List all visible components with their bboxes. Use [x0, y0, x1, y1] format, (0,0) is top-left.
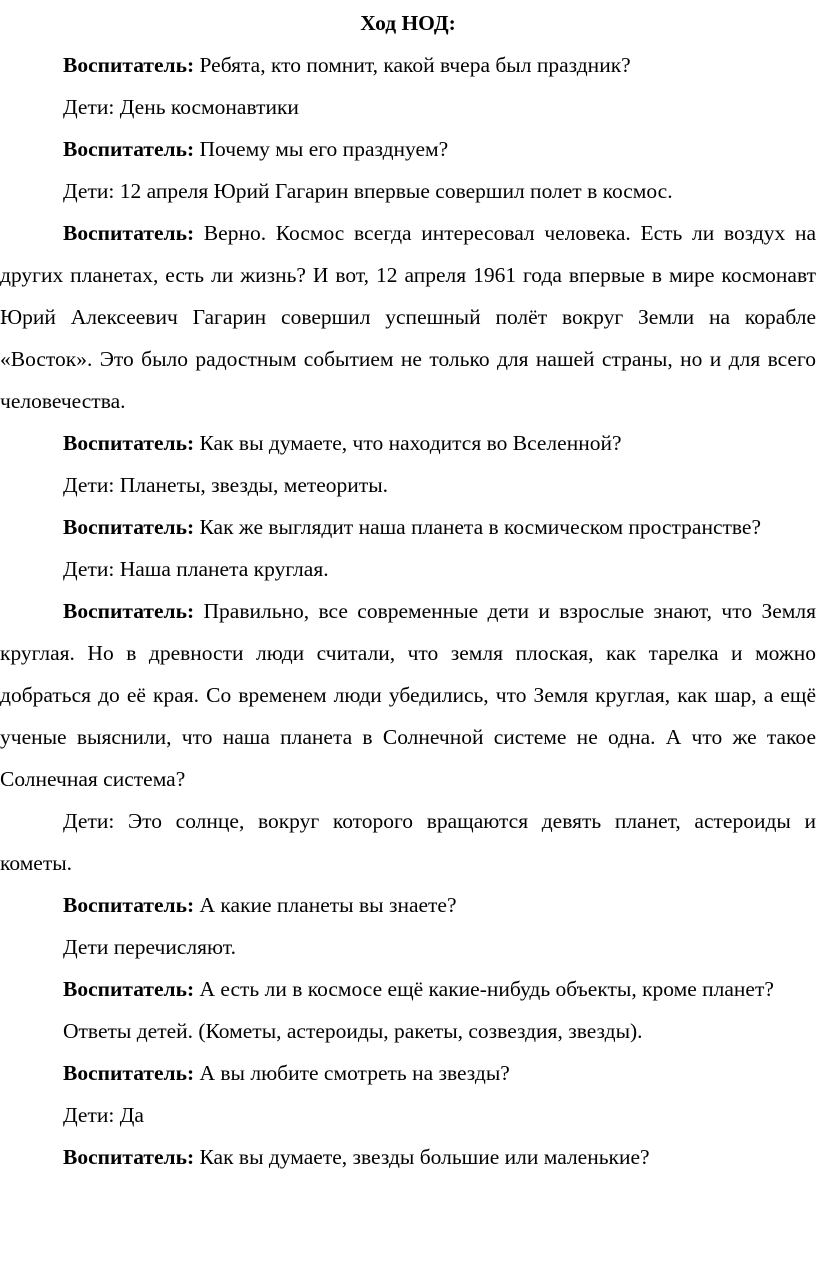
speaker-label: Воспитатель: [63, 977, 195, 1001]
document-title: Ход НОД: [360, 11, 456, 35]
paragraph-text: Правильно, все современные дети и взрослые знают, что Земля круглая. Но в древности люди считали, что земля плоская, как тарелка и можно добраться до её края. Со временем люди убедились, что Земля круглая, как шар, а ещё ученые выяснили, что наша планета в Солнечной системе не одна. А что же такое Солнечная система? [0, 599, 816, 791]
paragraph-text: Дети: 12 апреля Юрий Гагарин впервые совершил полет в космос. [63, 179, 673, 203]
paragraph-text: А вы любите смотреть на звезды? [194, 1061, 510, 1085]
speaker-label: Воспитатель: [63, 431, 195, 455]
paragraph [0, 884, 816, 926]
paragraph-text: Как вы думаете, звезды большие или маленькие? [194, 1145, 650, 1169]
paragraph [0, 1094, 816, 1136]
paragraph [0, 800, 816, 884]
paragraph-text: А есть ли в космосе ещё какие-нибудь объекты, кроме планет? [194, 977, 774, 1001]
paragraph-text: Дети: Планеты, звезды, метеориты. [63, 473, 389, 497]
paragraph [0, 926, 816, 968]
paragraph [0, 128, 816, 170]
speaker-label: Воспитатель: [63, 599, 195, 623]
paragraph-text: Как же выглядит наша планета в космическом пространстве? [194, 515, 762, 539]
paragraph [0, 506, 816, 548]
speaker-label: Воспитатель: [63, 221, 195, 245]
paragraph-text: Дети: День космонавтики [63, 95, 299, 119]
paragraph [0, 1010, 816, 1052]
paragraph [0, 968, 816, 1010]
paragraph [0, 1052, 816, 1094]
paragraph-text: Как вы думаете, что находится во Вселенной? [194, 431, 622, 455]
paragraph [0, 1136, 816, 1178]
speaker-label: Воспитатель: [63, 1145, 195, 1169]
speaker-label: Воспитатель: [63, 137, 195, 161]
paragraph-text: Дети: Да [63, 1103, 144, 1127]
paragraph-text: Дети: Это солнце, вокруг которого вращаются девять планет, астероиды и кометы. [0, 809, 816, 875]
paragraph-text: Дети перечисляют. [63, 935, 236, 959]
paragraph [0, 464, 816, 506]
paragraph-text: Ребята, кто помнит, какой вчера был праздник? [194, 53, 631, 77]
paragraph-text: Дети: Наша планета круглая. [63, 557, 329, 581]
speaker-label: Воспитатель: [63, 53, 195, 77]
paragraph-text: Верно. Космос всегда интересовал человека. Есть ли воздух на других планетах, есть ли жизнь? И вот, 12 апреля 1961 года впервые в мире космонавт Юрий Алексеевич Гагарин совершил успешный полёт вокруг Земли на корабле «Восток». Это было радостным событием не только для нашей страны, но и для всего человечества. [0, 221, 816, 413]
paragraph-text: Ответы детей. (Кометы, астероиды, ракеты, созвездия, звезды). [63, 1019, 643, 1043]
paragraph [0, 590, 816, 800]
speaker-label: Воспитатель: [63, 515, 195, 539]
paragraph [0, 86, 816, 128]
paragraph [0, 422, 816, 464]
speaker-label: Воспитатель: [63, 1061, 195, 1085]
speaker-label: Воспитатель: [63, 893, 195, 917]
paragraph-text: А какие планеты вы знаете? [194, 893, 457, 917]
paragraph [0, 44, 816, 86]
paragraph [0, 548, 816, 590]
paragraph [0, 170, 816, 212]
paragraph [0, 212, 816, 422]
paragraph-text: Почему мы его празднуем? [194, 137, 449, 161]
